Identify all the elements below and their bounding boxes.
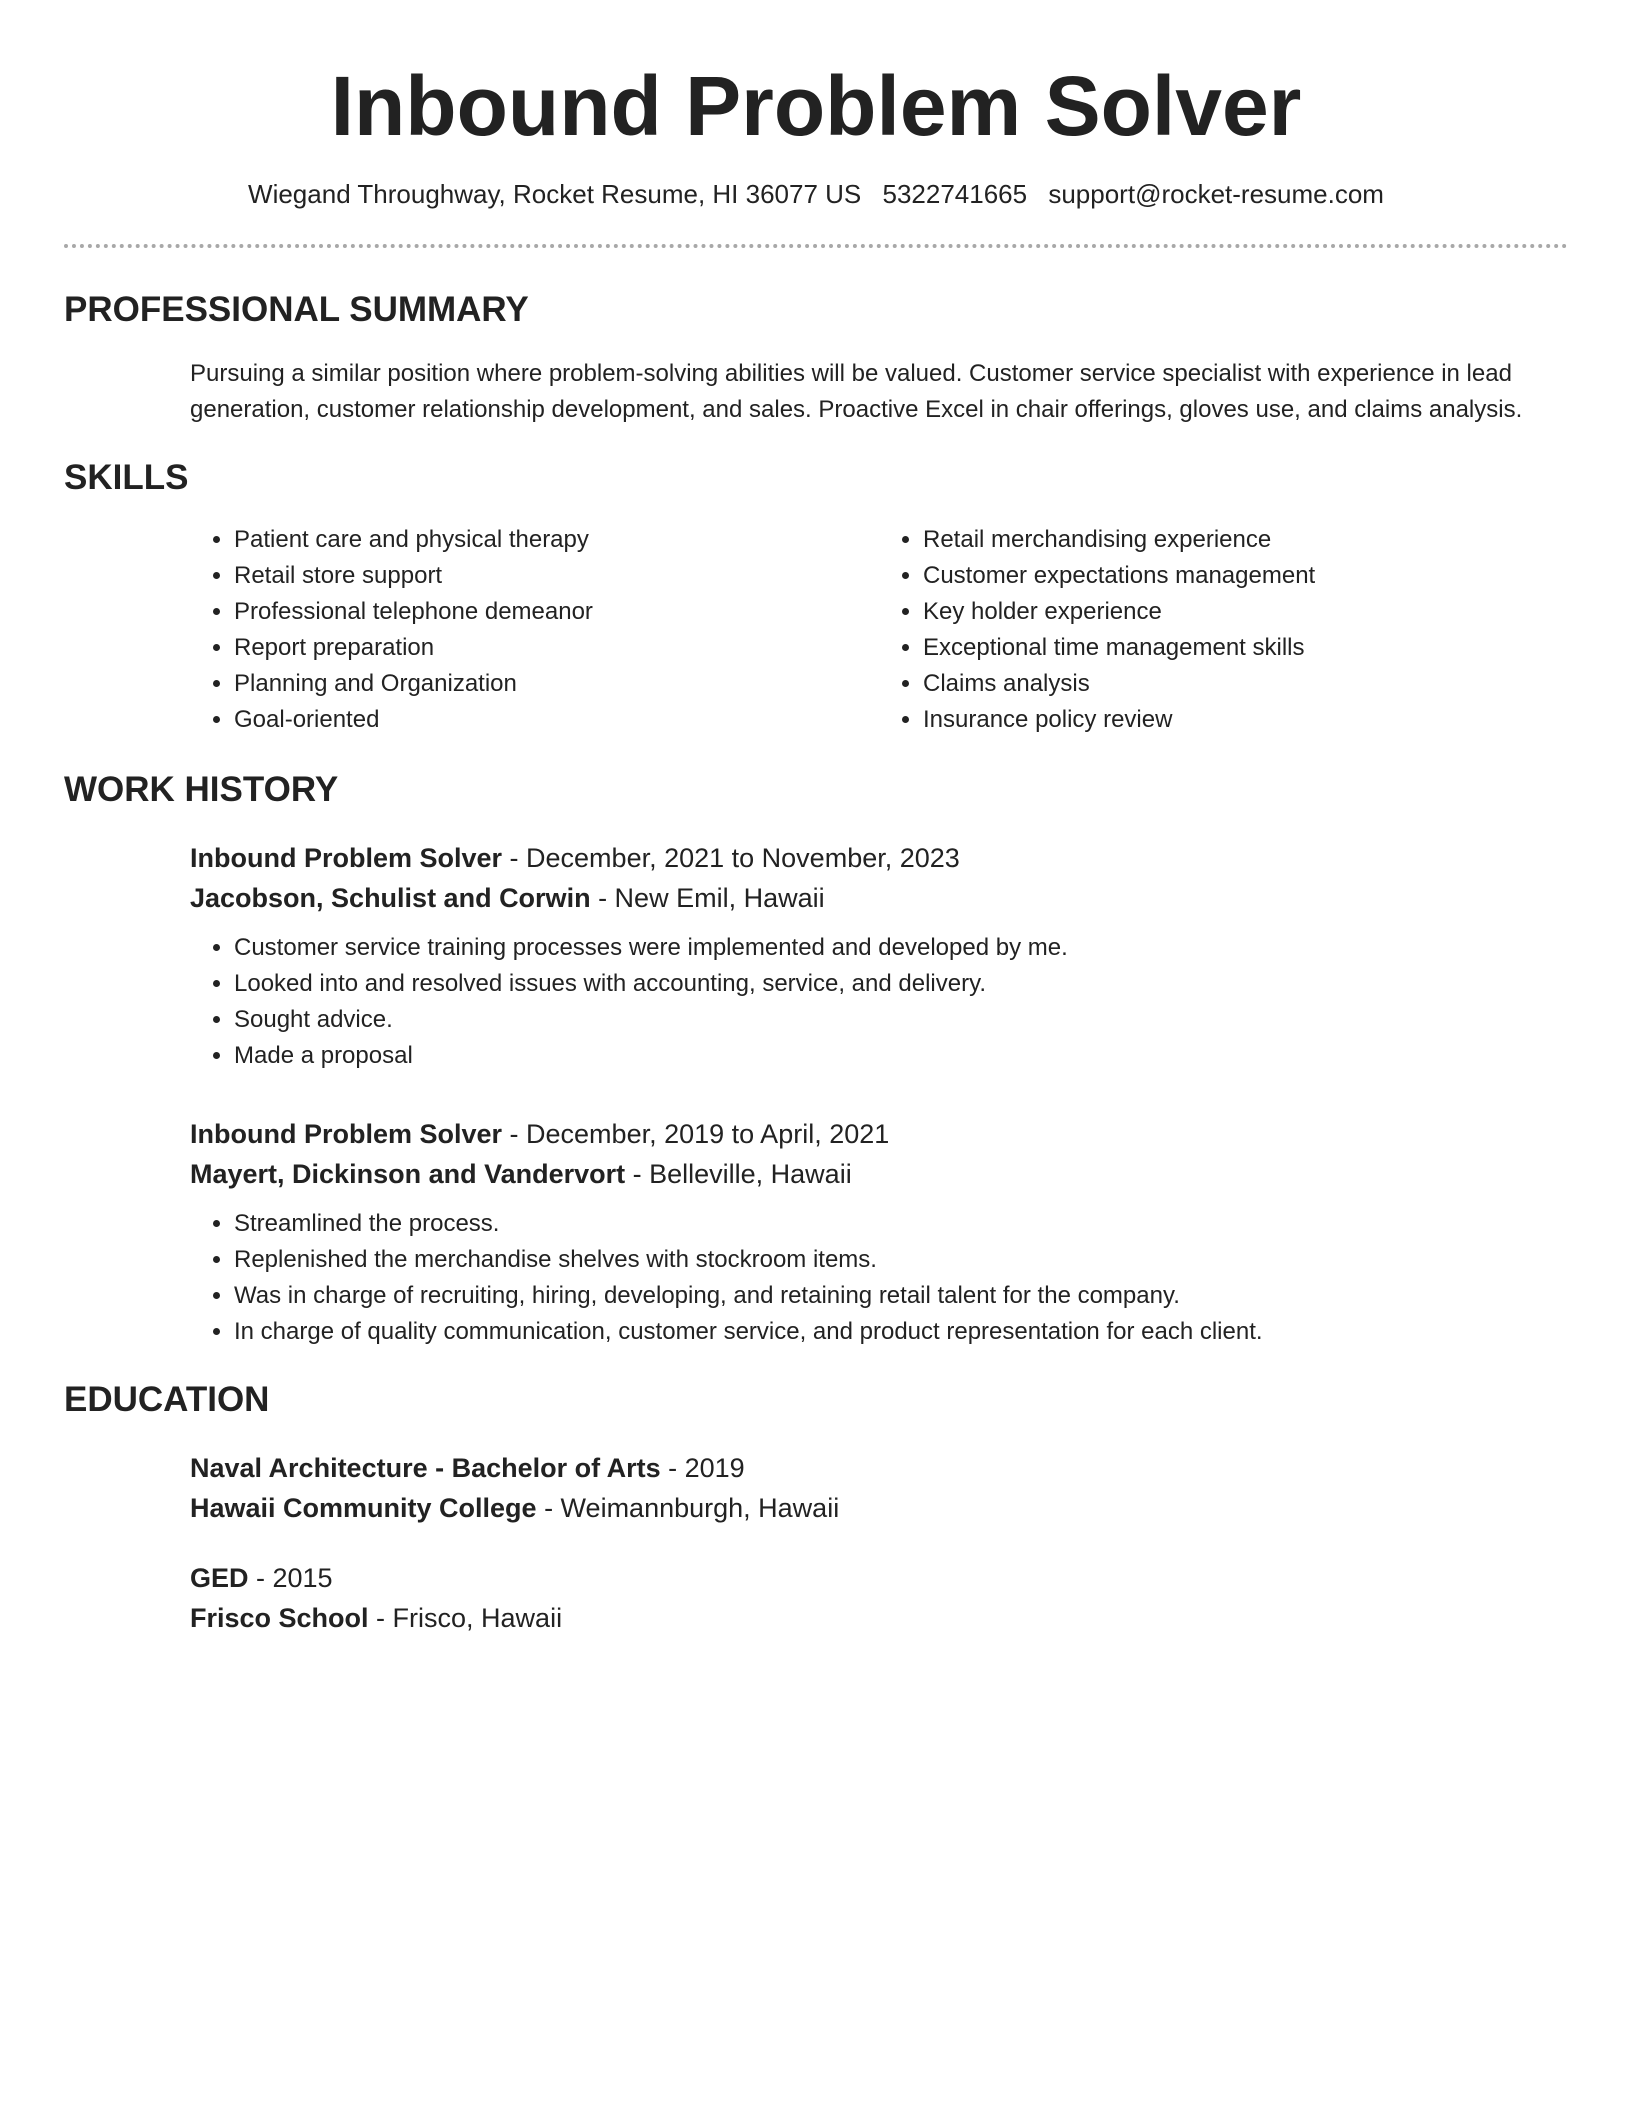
contact-address: Wiegand Throughway, Rocket Resume, HI 36077 US [248,179,862,209]
job-company-line [190,878,1568,918]
education-heading: EDUCATION [64,1380,270,1419]
job-location: - New Emil, Hawaii [590,883,825,913]
job-bullet: • Customer service training processes were implemented and developed by me. [234,930,1568,966]
job-bullets [190,930,1568,1074]
skill-item: • Retail store support [234,558,879,594]
skills-grid [190,522,1568,738]
job-bullet: • Streamlined the process. [234,1206,1568,1242]
job-dates: - December, 2021 to November, 2023 [502,843,960,873]
job-role: Inbound Problem Solver [190,843,503,873]
job-bullet: • Was in charge of recruiting, hiring, developing, and retaining retail talent for the company. [234,1278,1568,1314]
contact-phone: 5322741665 [882,179,1028,209]
work-history-heading: WORK HISTORY [64,770,339,809]
job-company: Jacobson, Schulist and Corwin [190,883,591,913]
skill-item: • Professional telephone demeanor [234,594,879,630]
education-degree: GED [190,1563,249,1593]
skill-item: • Exceptional time management skills [923,630,1568,666]
education-school-line [190,1488,1568,1528]
education-entry [190,1558,1568,1638]
education-school: Frisco School [190,1603,369,1633]
job-dates: - December, 2019 to April, 2021 [502,1119,890,1149]
skill-item: • Insurance policy review [923,702,1568,738]
job-entry [190,1114,1568,1350]
contact-email: support@rocket-resume.com [1048,179,1384,209]
work-history-section [190,838,1568,1350]
skill-item: • Key holder experience [923,594,1568,630]
skills-heading: SKILLS [64,458,189,497]
education-year: - 2015 [248,1563,333,1593]
job-role: Inbound Problem Solver [190,1119,503,1149]
education-school-line [190,1598,1568,1638]
job-bullet: • Looked into and resolved issues with accounting, service, and delivery. [234,966,1568,1002]
education-entry [190,1448,1568,1528]
job-bullets [190,1206,1568,1350]
summary-heading: PROFESSIONAL SUMMARY [64,290,529,329]
job-location: - Belleville, Hawaii [625,1159,852,1189]
education-location: - Frisco, Hawaii [368,1603,563,1633]
education-location: - Weimannburgh, Hawaii [536,1493,840,1523]
job-title-line [190,1114,1568,1154]
skill-item: • Customer expectations management [923,558,1568,594]
skill-item: • Planning and Organization [234,666,879,702]
contact-line [64,178,1568,210]
skill-item: • Goal-oriented [234,702,879,738]
job-bullet: • Made a proposal [234,1038,1568,1074]
header-divider [64,244,1568,248]
skills-column-right [879,522,1568,738]
skills-column-left [190,522,879,738]
skill-item: • Claims analysis [923,666,1568,702]
job-bullet: • Replenished the merchandise shelves with stockroom items. [234,1242,1568,1278]
education-year: - 2019 [660,1453,745,1483]
education-degree-line [190,1448,1568,1488]
skill-item: • Report preparation [234,630,879,666]
resume-page [64,0,1568,1638]
job-company-line [190,1154,1568,1194]
education-section [190,1448,1568,1638]
skill-item: • Patient care and physical therapy [234,522,879,558]
skills-section [190,522,1568,738]
job-company: Mayert, Dickinson and Vandervort [190,1159,626,1189]
summary-section [190,356,1568,428]
job-title-line [190,838,1568,878]
education-degree-line [190,1558,1568,1598]
summary-text: Pursuing a similar position where problem-solving abilities will be valued. Customer service specialist with experience in lead generation, customer relationship development, and sales. Proactive Excel in chair offerings, gloves use, and claims analysis. [190,360,1523,423]
education-degree: Naval Architecture - Bachelor of Arts [190,1453,661,1483]
job-bullet: • Sought advice. [234,1002,1568,1038]
skill-item: • Retail merchandising experience [923,522,1568,558]
candidate-name: Inbound Problem Solver [330,59,1302,153]
job-entry [190,838,1568,1074]
job-bullet: • In charge of quality communication, customer service, and product representation for each client. [234,1314,1568,1350]
education-school: Hawaii Community College [190,1493,537,1523]
